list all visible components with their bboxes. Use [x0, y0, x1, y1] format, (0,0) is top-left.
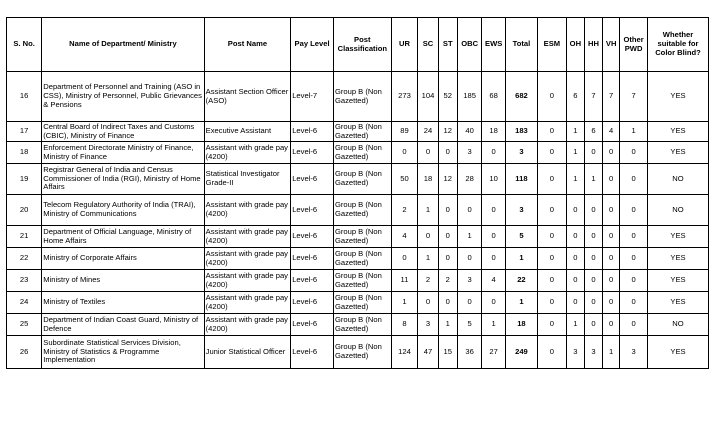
table-cell: 1 [418, 195, 438, 226]
table-cell: YES [647, 336, 708, 369]
table-cell: 0 [537, 292, 566, 314]
table-cell: Group B (Non Gazetted) [333, 292, 391, 314]
table-cell: 52 [438, 72, 457, 122]
table-cell: 0 [482, 195, 506, 226]
table-cell: 0 [584, 195, 602, 226]
table-cell: Level-6 [291, 248, 334, 270]
table-cell: 18 [505, 314, 537, 336]
table-cell: Ministry of Corporate Affairs [42, 248, 204, 270]
table-cell: 185 [457, 72, 482, 122]
table-cell: 4 [603, 122, 620, 142]
table-cell: Assistant with grade pay (4200) [204, 142, 291, 164]
table-cell: 1 [418, 248, 438, 270]
table-cell: 3 [457, 142, 482, 164]
table-cell: 0 [584, 142, 602, 164]
table-cell: 0 [537, 270, 566, 292]
table-cell: 4 [391, 226, 418, 248]
col-header: ST [438, 18, 457, 72]
col-header: Post Name [204, 18, 291, 72]
table-cell: 8 [391, 314, 418, 336]
table-cell: 0 [620, 270, 648, 292]
table-cell: 0 [537, 164, 566, 195]
table-cell: 0 [537, 195, 566, 226]
table-row [7, 270, 709, 292]
table-cell: 0 [418, 142, 438, 164]
table-cell: 17 [7, 122, 42, 142]
vacancy-table [6, 17, 709, 369]
table-cell: 0 [620, 195, 648, 226]
table-cell: NO [647, 164, 708, 195]
table-cell: 1 [505, 292, 537, 314]
col-header: HH [584, 18, 602, 72]
table-row [7, 142, 709, 164]
table-cell: Department of Official Language, Ministry of Home Affairs [42, 226, 204, 248]
table-cell: Group B (Non Gazetted) [333, 122, 391, 142]
table-cell: 28 [457, 164, 482, 195]
table-cell: Assistant Section Officer (ASO) [204, 72, 291, 122]
col-header: OBC [457, 18, 482, 72]
table-cell: 24 [418, 122, 438, 142]
table-cell: YES [647, 72, 708, 122]
table-cell: Group B (Non Gazetted) [333, 314, 391, 336]
table-cell: 24 [7, 292, 42, 314]
table-cell: 0 [457, 195, 482, 226]
table-cell: 18 [7, 142, 42, 164]
table-cell: 5 [457, 314, 482, 336]
table-row [7, 122, 709, 142]
table-cell: 0 [620, 248, 648, 270]
table-cell: Level-6 [291, 142, 334, 164]
col-header: SC [418, 18, 438, 72]
table-cell: 0 [482, 142, 506, 164]
table-cell: Level-6 [291, 164, 334, 195]
table-cell: 0 [566, 292, 584, 314]
table-cell: YES [647, 248, 708, 270]
table-cell: 0 [584, 314, 602, 336]
table-cell: 3 [566, 336, 584, 369]
table-cell: Ministry of Mines [42, 270, 204, 292]
table-cell: 3 [620, 336, 648, 369]
table-cell: 273 [391, 72, 418, 122]
table-cell: 0 [566, 195, 584, 226]
table-cell: 1 [482, 314, 506, 336]
table-cell: 0 [603, 270, 620, 292]
table-cell: Ministry of Textiles [42, 292, 204, 314]
table-cell: 1 [566, 122, 584, 142]
table-cell: 40 [457, 122, 482, 142]
table-cell: NO [647, 314, 708, 336]
table-cell: 0 [620, 164, 648, 195]
table-cell: 0 [603, 292, 620, 314]
table-row [7, 314, 709, 336]
table-cell: 1 [391, 292, 418, 314]
table-cell: 0 [418, 292, 438, 314]
table-row [7, 292, 709, 314]
table-cell: 118 [505, 164, 537, 195]
table-cell: 26 [7, 336, 42, 369]
col-header: ESM [537, 18, 566, 72]
table-cell: Level-7 [291, 72, 334, 122]
table-cell: 1 [505, 248, 537, 270]
table-cell: 1 [438, 314, 457, 336]
table-cell: Registrar General of India and Census Commissioner of India (RGI), Ministry of Home Affairs [42, 164, 204, 195]
table-cell: YES [647, 142, 708, 164]
table-cell: 0 [566, 226, 584, 248]
table-cell: Level-6 [291, 226, 334, 248]
table-cell: 0 [537, 122, 566, 142]
table-cell: Group B (Non Gazetted) [333, 195, 391, 226]
table-cell: 0 [584, 292, 602, 314]
table-row [7, 226, 709, 248]
table-cell: Junior Statistical Officer [204, 336, 291, 369]
table-cell: YES [647, 226, 708, 248]
table-cell: Telecom Regulatory Authority of India (TRAI), Ministry of Communications [42, 195, 204, 226]
table-cell: 21 [7, 226, 42, 248]
table-cell: 124 [391, 336, 418, 369]
table-cell: 1 [566, 314, 584, 336]
table-cell: Department of Indian Coast Guard, Ministry of Defence [42, 314, 204, 336]
table-cell: 2 [438, 270, 457, 292]
table-cell: Assistant with grade pay (4200) [204, 226, 291, 248]
table-cell: Assistant with grade pay (4200) [204, 195, 291, 226]
table-cell: 0 [537, 226, 566, 248]
table-cell: 1 [620, 122, 648, 142]
table-cell: 0 [603, 195, 620, 226]
table-cell: 3 [584, 336, 602, 369]
table-cell: 183 [505, 122, 537, 142]
table-cell: 0 [482, 226, 506, 248]
table-cell: 0 [391, 142, 418, 164]
table-cell: 22 [505, 270, 537, 292]
table-cell: Statistical Investigator Grade-II [204, 164, 291, 195]
table-cell: 20 [7, 195, 42, 226]
table-row [7, 72, 709, 122]
col-header: UR [391, 18, 418, 72]
table-cell: 0 [537, 248, 566, 270]
table-cell: 6 [584, 122, 602, 142]
col-header: S. No. [7, 18, 42, 72]
col-header: EWS [482, 18, 506, 72]
table-cell: 0 [603, 164, 620, 195]
table-cell: 3 [457, 270, 482, 292]
table-cell: Group B (Non Gazetted) [333, 142, 391, 164]
table-cell: 11 [391, 270, 418, 292]
table-cell: Assistant with grade pay (4200) [204, 248, 291, 270]
table-cell: 0 [537, 314, 566, 336]
table-cell: 104 [418, 72, 438, 122]
table-cell: Assistant with grade pay (4200) [204, 314, 291, 336]
table-cell: 0 [584, 226, 602, 248]
table-cell: 5 [505, 226, 537, 248]
table-cell: Central Board of Indirect Taxes and Customs (CBIC), Ministry of Finance [42, 122, 204, 142]
table-cell: Group B (Non Gazetted) [333, 336, 391, 369]
table-row [7, 195, 709, 226]
table-cell: 0 [584, 248, 602, 270]
table-cell: 0 [438, 248, 457, 270]
table-cell: YES [647, 122, 708, 142]
table-cell: Group B (Non Gazetted) [333, 164, 391, 195]
col-header: Post Classification [333, 18, 391, 72]
table-cell: 0 [457, 292, 482, 314]
table-cell: 0 [418, 226, 438, 248]
table-cell: Level-6 [291, 195, 334, 226]
table-cell: NO [647, 195, 708, 226]
col-header: Pay Level [291, 18, 334, 72]
table-cell: 3 [505, 195, 537, 226]
table-cell: 47 [418, 336, 438, 369]
table-cell: 682 [505, 72, 537, 122]
table-cell: 3 [418, 314, 438, 336]
table-cell: 15 [438, 336, 457, 369]
table-row [7, 336, 709, 369]
table-cell: 0 [603, 314, 620, 336]
table-cell: 23 [7, 270, 42, 292]
table-cell: 1 [566, 164, 584, 195]
col-header: VH [603, 18, 620, 72]
table-cell: 12 [438, 122, 457, 142]
table-cell: 0 [620, 314, 648, 336]
table-cell: 0 [457, 248, 482, 270]
table-cell: 0 [566, 270, 584, 292]
table-cell: 2 [418, 270, 438, 292]
header-row [7, 18, 709, 72]
table-cell: Group B (Non Gazetted) [333, 270, 391, 292]
table-cell: Level-6 [291, 122, 334, 142]
table-cell: Group B (Non Gazetted) [333, 72, 391, 122]
table-cell: 0 [620, 142, 648, 164]
table-cell: 27 [482, 336, 506, 369]
table-cell: 0 [482, 248, 506, 270]
table-cell: Group B (Non Gazetted) [333, 248, 391, 270]
table-cell: Assistant with grade pay (4200) [204, 292, 291, 314]
table-cell: 0 [603, 226, 620, 248]
table-cell: 0 [620, 226, 648, 248]
table-cell: 0 [391, 248, 418, 270]
table-cell: 0 [620, 292, 648, 314]
table-cell: 1 [457, 226, 482, 248]
table-cell: 4 [482, 270, 506, 292]
table-cell: 0 [438, 142, 457, 164]
table-cell: 7 [620, 72, 648, 122]
table-cell: 25 [7, 314, 42, 336]
table-cell: 3 [505, 142, 537, 164]
table-cell: 50 [391, 164, 418, 195]
table-cell: Executive Assistant [204, 122, 291, 142]
col-header: Total [505, 18, 537, 72]
table-cell: 0 [438, 195, 457, 226]
table-cell: 1 [603, 336, 620, 369]
table-cell: Level-6 [291, 292, 334, 314]
table-cell: 0 [438, 226, 457, 248]
table-cell: YES [647, 270, 708, 292]
table-cell: 7 [584, 72, 602, 122]
table-cell: 0 [603, 142, 620, 164]
table-row [7, 164, 709, 195]
table-cell: YES [647, 292, 708, 314]
table-cell: 0 [537, 72, 566, 122]
table-cell: 0 [537, 336, 566, 369]
table-cell: 1 [584, 164, 602, 195]
table-cell: 18 [418, 164, 438, 195]
table-cell: Enforcement Directorate Ministry of Finance, Ministry of Finance [42, 142, 204, 164]
col-header: OH [566, 18, 584, 72]
table-cell: 1 [566, 142, 584, 164]
table-cell: 0 [584, 270, 602, 292]
table-cell: Group B (Non Gazetted) [333, 226, 391, 248]
table-cell: 0 [566, 248, 584, 270]
table-cell: 7 [603, 72, 620, 122]
table-row [7, 248, 709, 270]
table-cell: 22 [7, 248, 42, 270]
table-cell: 19 [7, 164, 42, 195]
table-cell: 16 [7, 72, 42, 122]
table-cell: 10 [482, 164, 506, 195]
col-header: Whether suitable for Color Blind? [647, 18, 708, 72]
table-cell: 2 [391, 195, 418, 226]
table-cell: Assistant with grade pay (4200) [204, 270, 291, 292]
col-header: Name of Department/ Ministry [42, 18, 204, 72]
table-cell: 6 [566, 72, 584, 122]
table-cell: 0 [438, 292, 457, 314]
table-cell: Subordinate Statistical Services Division, Ministry of Statistics & Programme Implementation [42, 336, 204, 369]
table-cell: Level-6 [291, 336, 334, 369]
table-cell: 12 [438, 164, 457, 195]
table-cell: 36 [457, 336, 482, 369]
table-cell: 89 [391, 122, 418, 142]
table-cell: Level-6 [291, 314, 334, 336]
table-cell: 18 [482, 122, 506, 142]
col-header: Other PWD [620, 18, 648, 72]
table-cell: 0 [603, 248, 620, 270]
table-cell: Level-6 [291, 270, 334, 292]
table-cell: 68 [482, 72, 506, 122]
table-cell: 0 [482, 292, 506, 314]
table-cell: 0 [537, 142, 566, 164]
table-cell: 249 [505, 336, 537, 369]
table-cell: Department of Personnel and Training (ASO in CSS), Ministry of Personnel, Public Grievances & Pensions [42, 72, 204, 122]
